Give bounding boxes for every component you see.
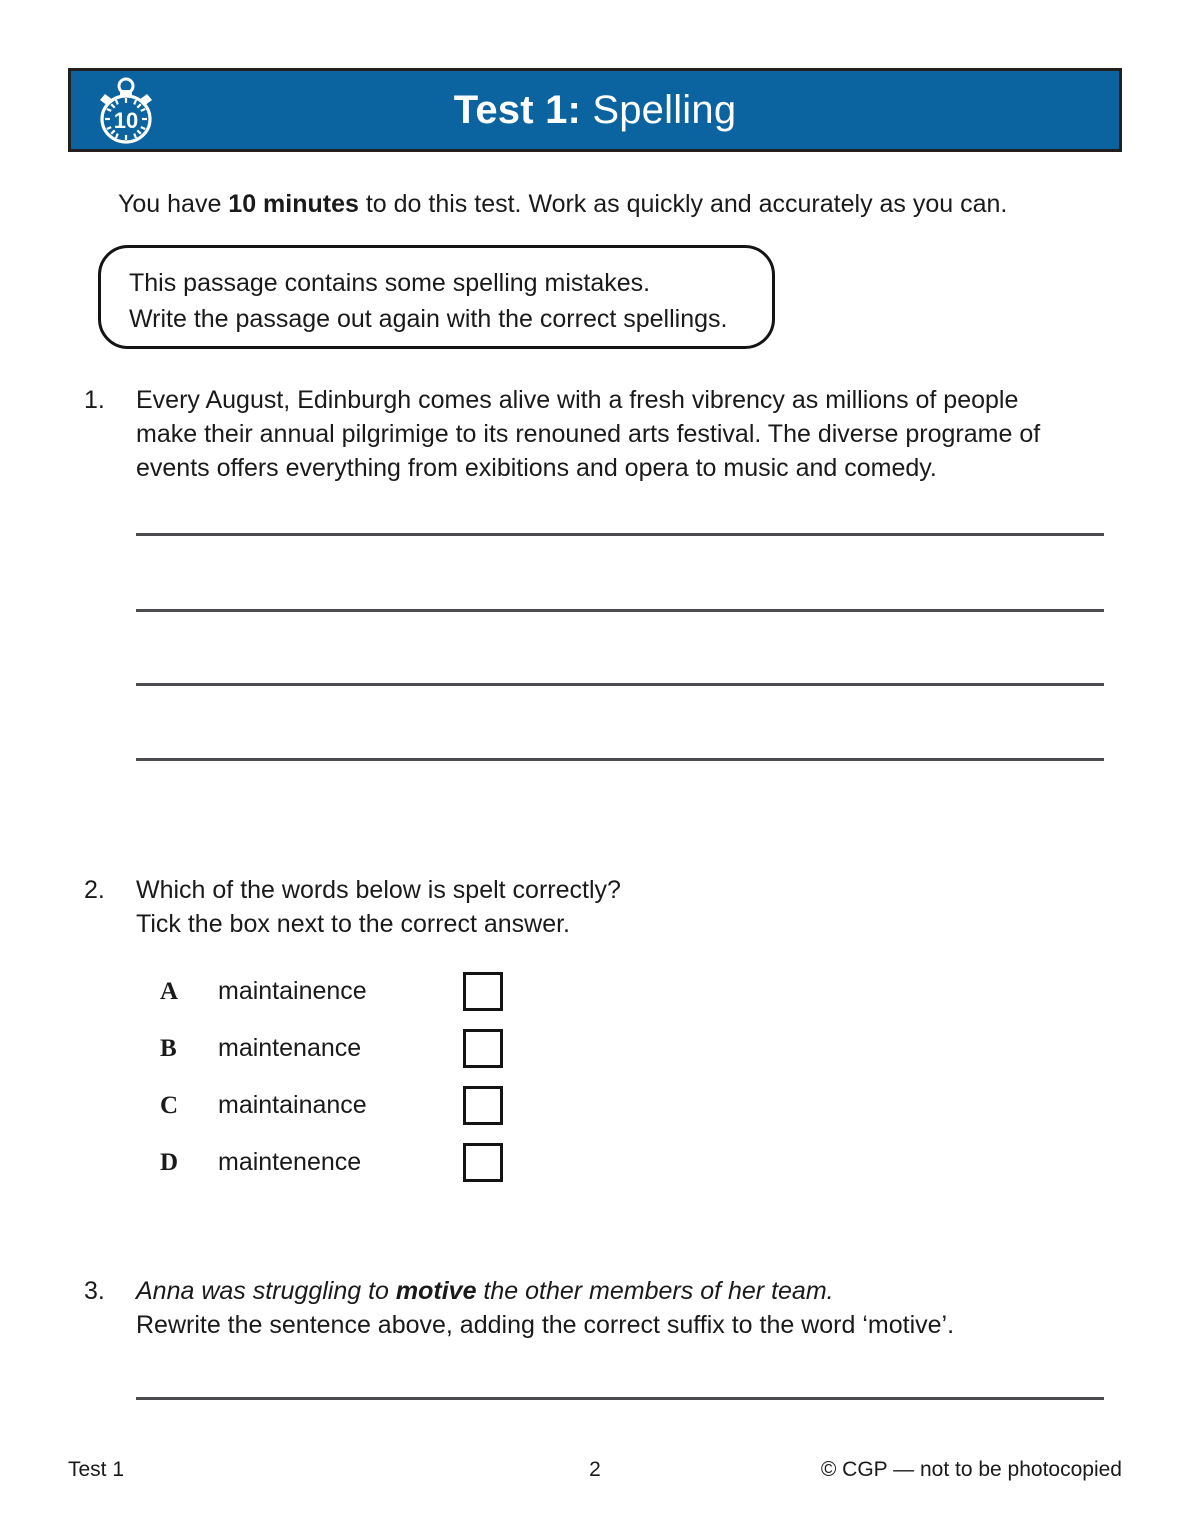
option-a-letter: A — [160, 977, 179, 1005]
option-a-word: maintainence — [218, 977, 367, 1005]
option-a[interactable] — [160, 963, 560, 1020]
option-b-checkbox[interactable] — [463, 1029, 503, 1068]
footer-test-label: Test 1 — [68, 1458, 125, 1481]
question-2-number: 2. — [84, 876, 105, 904]
option-b-word: maintenance — [218, 1034, 362, 1062]
answer-line-q1-1[interactable] — [136, 533, 1104, 536]
time-instruction-after: to do this test. Work as quickly and accurately as you can. — [358, 190, 1008, 218]
question-3-number: 3. — [84, 1277, 105, 1305]
question-3 — [84, 1274, 1094, 1342]
option-c[interactable] — [160, 1077, 560, 1134]
question-1 — [84, 383, 1094, 485]
question-1-number: 1. — [84, 386, 105, 414]
time-instruction — [118, 190, 1007, 219]
answer-line-q3-1[interactable] — [136, 1397, 1104, 1400]
question-3-sentence — [136, 1274, 954, 1308]
question-3-sentence-after: the other members of her team. — [476, 1277, 834, 1305]
question-2-line-2: Tick the box next to the correct answer. — [136, 910, 570, 938]
answer-line-q1-2[interactable] — [136, 609, 1104, 612]
option-a-checkbox[interactable] — [463, 972, 503, 1011]
option-b[interactable] — [160, 1020, 560, 1077]
answer-line-q1-3[interactable] — [136, 683, 1104, 686]
test-header-bar — [68, 68, 1122, 152]
instruction-line-2: Write the passage out again with the correct spellings. — [129, 305, 728, 333]
stopwatch-value: 10 — [113, 108, 139, 133]
footer-page-number: 2 — [589, 1458, 601, 1481]
page-footer — [68, 1458, 1122, 1482]
question-3-line-2: Rewrite the sentence above, adding the correct suffix to the word ‘motive’. — [136, 1311, 955, 1339]
question-2-line-1: Which of the words below is spelt correctly? — [136, 876, 621, 904]
footer-copyright: © CGP — not to be photocopied — [820, 1458, 1122, 1481]
answer-line-q1-4[interactable] — [136, 758, 1104, 761]
time-instruction-duration: 10 minutes — [228, 190, 359, 218]
option-d-letter: D — [160, 1148, 179, 1176]
time-instruction-before: You have — [118, 190, 229, 218]
option-c-word: maintainance — [218, 1091, 367, 1119]
question-2-options — [160, 963, 560, 1191]
option-d-word: maintenence — [218, 1148, 362, 1176]
question-3-sentence-before: Anna was struggling to — [136, 1277, 396, 1305]
option-c-letter: C — [160, 1091, 179, 1119]
question-1-passage: Every August, Edinburgh comes alive with a fresh vibrency as millions of people make their annual pilgrimige to its renouned arts festival. The diverse programe of events offers everything from exibitions and opera to music and comedy. — [136, 386, 1041, 482]
page-title-subject: Spelling — [581, 88, 737, 132]
option-d[interactable] — [160, 1134, 560, 1191]
option-b-letter: B — [160, 1034, 177, 1062]
page-title-test: Test 1: — [453, 88, 582, 132]
option-c-checkbox[interactable] — [463, 1086, 503, 1125]
instruction-line-1: This passage contains some spelling mistakes. — [129, 269, 651, 297]
question-2 — [84, 873, 984, 941]
instruction-callout-box — [98, 245, 775, 349]
stopwatch-icon — [93, 75, 159, 145]
option-d-checkbox[interactable] — [463, 1143, 503, 1182]
page-title — [454, 90, 737, 130]
question-3-keyword: motive — [395, 1277, 477, 1305]
